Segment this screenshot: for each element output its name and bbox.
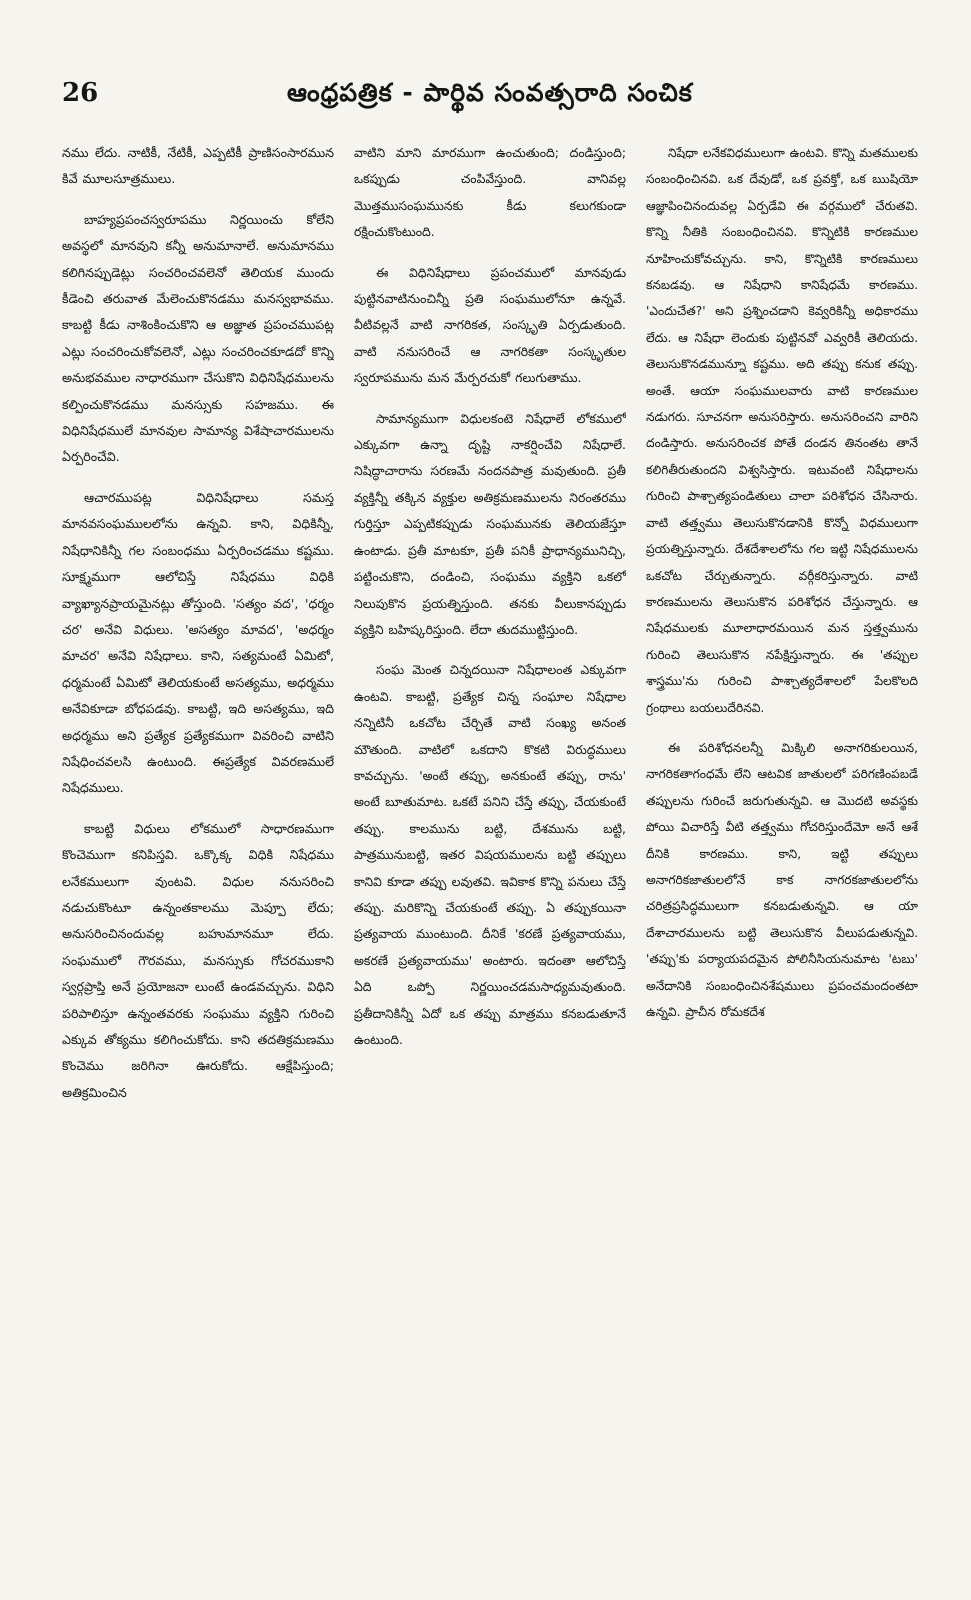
paragraph: ఈ విధినిషేధాలు ప్రపంచములో మానవుడు పుట్టినవాటినుంచిన్నీ ప్రతి సంఘములోనూ ఉన్నవే. వీటివల్లనే వాటి నాగరికత, సంస్కృతి ఏర్పడుతుంది. వాటి ననుసరించే ఆ నాగరికతా సంస్కృతుల స్వరూపమును మన మేర్పరచుకో గలుగుతాము. (354, 264, 626, 386)
page-number: 26 (62, 78, 99, 108)
paragraph: కాబట్టి విధులు లోకములో సాధారణముగా కొంచెముగా కనిపిస్తవి. ఒక్కొక్క విధికి నిషేధము లనేకములుగా వుంటవి. విధుల ననుసరించి నడుచుకొంటూ ఉన్నంతకాలము మెప్పూ లేదు; అనుసరించినందువల్ల బహుమానమూ లేదు. సంఘములో గౌరవము, మనస్సుకు గోచరముకాని స్వర్గప్రాప్తి అనే ప్రయోజనా లుంటే ఉండవచ్చును. విధిని పరిపాలిస్తూ ఉన్నంతవరకు సంఘము వ్యక్తిని గురించి ఎక్కువ తోక్యము కలిగించుకోదు. కాని తదతిక్రమణము కొంచెము జరిగినా ఊరుకోదు. ఆక్షేపిస్తుంది; అతిక్రమించిన (62, 820, 334, 1100)
page-header (62, 78, 922, 122)
paragraph: బాహ్యప్రపంచస్వరూపము నిర్ణయించు కోలేని అవస్థలో మానవుని కన్నీ అనుమానాలే. అనుమానము కలిగినప్పుడెట్లు సంచరించవలెనో తెలియక ముందు కీడెంచి తరువాత మేలెంచుకొనడము మనస్వభావము. కాబట్టి కీడు నాశింకించుకొని ఆ అజ్ఞాత ప్రపంచముపట్ల ఎట్లు సంచరించుకోవలెనో, ఎట్లు సంచరించకూడదో కొన్ని అనుభవముల నాధారముగా చేసుకొని విధినిషేధములను కల్పించుకొనడము మనస్సుకు సహజము. ఈ విధినిషేధములే మానవుల సామాన్య విశేషాచారములను ఏర్పరించేవి. (62, 211, 334, 465)
paragraph: సంఘ మెంత చిన్నదయినా నిషేధాలంత ఎక్కువగా ఉంటవి. కాబట్టి, ప్రత్యేక చిన్న సంఘాల నిషేధాల నన్నిటినీ ఒకచోట చేర్చితే వాటి సంఖ్య అనంత మౌతుంది. వాటిలో ఒకదాని కొకటి విరుద్ధములు కావచ్చును. 'అంటే తప్పు, అనకుంటే తప్పు, రాను' అంటే బూతుమాట. ఒకటే పనిని చేస్తే తప్పు, చేయకుంటే తప్పు. కాలమును బట్టి, దేశమును బట్టి, పాత్రమునుబట్టి, ఇతర విషయములను బట్టి తప్పులు కానివి కూడా తప్పు లవుతవి. ఇవికాక కొన్ని పనులు చేస్తే తప్పు. మరికొన్ని చేయకుంటే తప్పు. ఏ తప్పుకయినా ప్రత్యవాయ ముంటుంది. దీనికే 'కరణే ప్రత్యవాయము, అకరణే ప్రత్యవాయము' అంటారు. ఇదంతా ఆలోచిస్తే ఏది ఒప్పో నిర్ణయించడమసాధ్యమవుతుంది. ప్రతీదానికిన్నీ ఏదో ఒక తప్పు మాత్రము కనబడుతూనే ఉంటుంది. (354, 662, 626, 1047)
paragraph: ఈ పరిశోధనలన్నీ మిక్కిలి అనాగరికులయిన, నాగరికతాగంధమే లేని ఆటవిక జాతులలో పరిగణింపబడే తప్పులను గురించే జరుగుతున్నవి. ఆ మొదటి అవస్థకు పోయి విచారిస్తే వీటి తత్త్వము గోచరిస్తుందేమో అనే ఆశే దీనికి కారణము. కాని, ఇట్టి తప్పులు అనాగరికజాతులలోనే కాక నాగరకజాతులలోను చరిత్రప్రసిద్ధములుగా కనబడుతున్నవి. ఆ యా దేశాచారములను బట్టి తెలుసుకొన వీలుపడుతున్నవి. 'తప్పు'కు పర్యాయపదమైన పోలినీసియనుమాట 'టబు' అనేదానికి సంబంధించినశేషములు ప్రపంచమందంతటా ఉన్నవి. ప్రాచీన రోమకదేశ (646, 740, 918, 1019)
paragraph: సామాన్యముగా విధులకంటె నిషేధాలే లోకములో ఎక్కువగా ఉన్నా దృష్టి నాకర్షించేవి నిషేధాలే. నిషిద్ధాచారాను సరణమే నందనపాత్ర మవుతుంది. ప్రతీ వ్యక్తిన్నీ తక్కిన వ్యక్తుల అతిక్రమణములను నిరంతరము గుర్తిస్తూ ఎప్పటికప్పుడు సంఘమునకు తెలియజేస్తూ ఉంటాడు. ప్రతీ మాటకూ, ప్రతీ పనికీ ప్రాధాన్యమునిచ్చి, పట్టించుకొని, దండించి, సంఘము వ్యక్తిని ఒకలో నిలుపుకొన ప్రయత్నిస్తుంది. తనకు వీలుకానప్పుడు వ్యక్తిని బహిష్కరిస్తుంది. లేదా తుదముట్టిస్తుంది. (354, 410, 626, 637)
paragraph: వాటిని మాని మారముగా ఉంచుతుంది; దండిస్తుంది; ఒకప్పుడు చంపివేస్తుంది. వానివల్ల మొత్తముసంఘమునకు కీడు కలుగకుండా రక్షించుకొంటుంది. (354, 145, 626, 240)
column-1 (62, 140, 334, 1580)
paragraph: నము లేదు. నాటికీ, నేటికీ, ఎప్పటికీ ప్రాణిసంసారమున కివే మూలసూత్రములు. (62, 145, 334, 187)
column-3 (646, 140, 918, 1580)
paragraph: ఆచారముపట్ల విధినిషేధాలు సమస్త మానవసంఘములలోను ఉన్నవి. కాని, విధికిన్నీ, నిషేధానికిన్నీ గల సంబంధము ఏర్పరించడము కష్టము. సూక్ష్మముగా ఆలోచిస్తే నిషేధము విధికి వ్యాఖ్యానప్రాయమైనట్లు తోస్తుంది. 'సత్యం వద', 'ధర్మం చర' అనేవి విధులు. 'అసత్యం మావద', 'అధర్మం మాచర' అనేవి నిషేధాలు. కాని, సత్యమంటే ఏమిటో, ధర్మమంటే ఏమిటో తెలియకుంటే అసత్యము, అధర్మము అనేవికూడా బోధపడవు. కాబట్టి, ఇది అసత్యము, ఇది అధర్మము అని ప్రత్యేక ప్రత్యేకముగా వివరించి వాటిని నిషేధించవలసి ఉంటుంది. ఈప్రత్యేక వివరణములే నిషేధములు. (62, 489, 334, 796)
text-columns (62, 140, 922, 1580)
paragraph: నిషేధా లనేకవిధములుగా ఉంటవి. కొన్ని మతములకు సంబంధించినవి. ఒక దేవుడో, ఒక ప్రవక్తో, ఒక ఋషియో ఆజ్ఞాపించినందువల్ల ఏర్పడేవి ఈ వర్గములో చేరుతవి. కొన్ని నీతికి సంబంధించినవి. కొన్నిటికి కారణముల నూహించుకోవచ్చును. కాని, కొన్నిటికి కారణములు కనబడవు. ఆ నిషేధాని కానిషేధమే కారణము. 'ఎందుచేత?' అని ప్రశ్నించడాని కెవ్వరికిన్నీ అధికారము లేదు. ఆ నిషేధా లెందుకు పుట్టినవో ఎవ్వరికీ తెలియదు. తెలుసుకొనడమున్నూ కష్టము. అది తప్పు కనుక తప్పు. అంతే. ఆయా సంఘములవారు వాటి కారణముల నడుగరు. సూచనగా అనుసరిస్తారు. అనుసరించని వారిని దండిస్తారు. అనుసరించక పోతే దండన తినంతట తానే కలిగితీరుతుందని విశ్వసిస్తారు. ఇటువంటి నిషేధాలను గురించి పాశ్చాత్యపండితులు చాలా పరిశోధన చేసినారు. వాటి తత్త్వము తెలుసుకొనడానికి కొన్నో విధములుగా ప్రయత్నిస్తున్నారు. దేశదేశాలలోను గల ఇట్టి నిషేధములను ఒకచోట చేర్చుతున్నారు. వర్గీకరిస్తున్నారు. వాటి కారణములను తెలుసుకొన పరిశోధన చేస్తున్నారు. ఆ నిషేధములకు మూలాధారమయిన మన స్తత్త్వమును గురించి తెలుసుకొన నపేక్షిస్తున్నారు. ఈ 'తప్పుల శాస్త్రము'ను గురించి పాశ్చాత్యదేశాలలో పేలకొలది గ్రంథాలు బయలుదేరినవి. (646, 146, 918, 715)
column-2 (354, 140, 626, 1580)
running-title: ఆంధ్రపత్రిక - పార్థివ సంవత్సరాది సంచిక (287, 78, 693, 107)
